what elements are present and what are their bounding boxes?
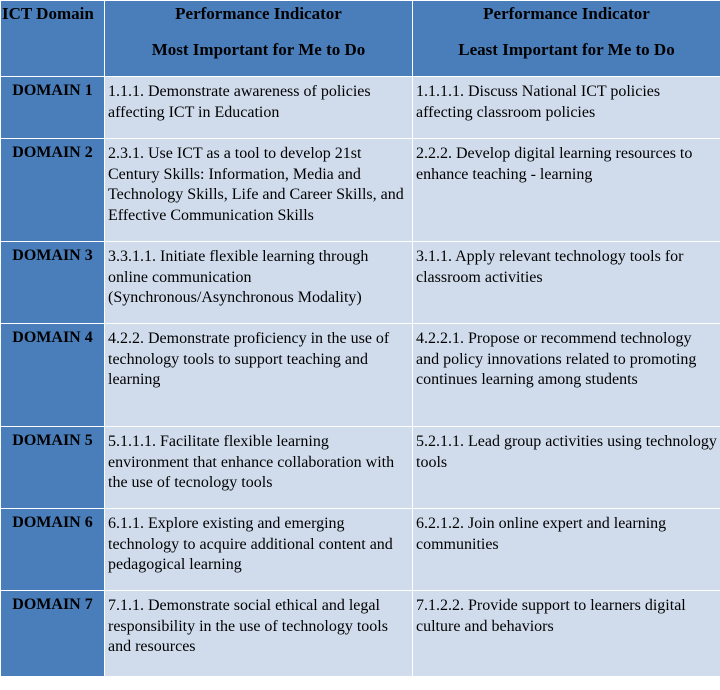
domain-cell: DOMAIN 1 <box>1 77 105 139</box>
least-important-cell: 1.1.1.1. Discuss National ICT policies affecting classroom policies <box>413 77 720 139</box>
least-important-cell: 2.2.2. Develop digital learning resources to enhance teaching - learning <box>413 139 720 242</box>
least-important-cell: 3.1.1. Apply relevant technology tools for classroom activities <box>413 242 720 324</box>
header-row <box>1 1 720 77</box>
header-least-line1: Performance Indicator <box>483 4 650 23</box>
header-least-line2: Least Important for Me to Do <box>458 40 675 59</box>
least-important-cell: 5.2.1.1. Lead group activities using technology tools <box>413 427 720 509</box>
least-important-cell: 4.2.2.1. Propose or recommend technology and policy innovations related to promoting continues learning among students <box>413 324 720 427</box>
table-row <box>1 324 720 427</box>
most-important-cell: 1.1.1. Demonstrate awareness of policies affecting ICT in Education <box>105 77 413 139</box>
most-important-cell: 4.2.2. Demonstrate proficiency in the use of technology tools to support teaching and learning <box>105 324 413 427</box>
table-row <box>1 427 720 509</box>
domain-cell: DOMAIN 6 <box>1 509 105 591</box>
most-important-cell: 7.1.1. Demonstrate social ethical and legal responsibility in the use of technology tools and resources <box>105 591 413 677</box>
header-most-line2: Most Important for Me to Do <box>151 40 366 59</box>
table-row <box>1 242 720 324</box>
most-important-cell: 5.1.1.1. Facilitate flexible learning environment that enhance collaboration with the use of tecnology tools <box>105 427 413 509</box>
domain-cell: DOMAIN 4 <box>1 324 105 427</box>
table-row <box>1 77 720 139</box>
least-important-cell: 7.1.2.2. Provide support to learners digital culture and behaviors <box>413 591 720 677</box>
most-important-cell: 2.3.1. Use ICT as a tool to develop 21st Century Skills: Information, Media and Technology Skills, Life and Career Skills, and Effective Communication Skills <box>105 139 413 242</box>
domain-cell: DOMAIN 3 <box>1 242 105 324</box>
header-most-line1: Performance Indicator <box>175 4 342 23</box>
most-important-cell: 6.1.1. Explore existing and emerging technology to acquire additional content and pedagogical learning <box>105 509 413 591</box>
header-domain: ICT Domain <box>1 1 105 77</box>
table-row <box>1 139 720 242</box>
domain-cell: DOMAIN 7 <box>1 591 105 677</box>
header-most-important <box>105 1 413 77</box>
domain-cell: DOMAIN 5 <box>1 427 105 509</box>
header-least-important <box>413 1 720 77</box>
least-important-cell: 6.2.1.2. Join online expert and learning communities <box>413 509 720 591</box>
most-important-cell: 3.3.1.1. Initiate flexible learning through online communication (Synchronous/Asynchronous Modality) <box>105 242 413 324</box>
domain-cell: DOMAIN 2 <box>1 139 105 242</box>
table-row <box>1 591 720 677</box>
table-row <box>1 509 720 591</box>
